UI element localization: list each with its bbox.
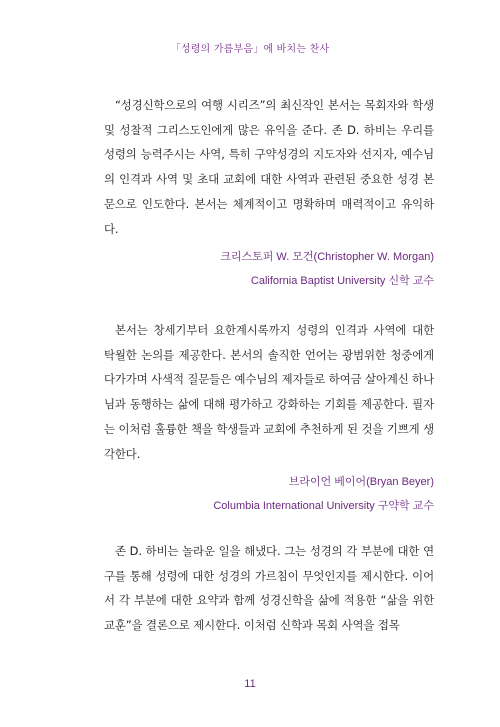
endorsement-text: “성경신학으로의 여행 시리즈”의 최신작인 본서는 목회자와 학생 및 성찰적 그리스도인에게 많은 유익을 준다. 존 D. 하비는 우리를 성령의 능력주시는 사역, 특히 구약성경의 지도자와 선지자, 예수님의 인격과 사역 및 초대 교회에 대한 사역과 관련된 중요한 성경 본문으로 인도한다. 본서는 체계적이고 명확하며 매력적이고 유익하다. [104, 98, 434, 236]
endorsement-author: 브라이언 베이어(Bryan Beyer) [288, 476, 434, 489]
endorsement-affiliation: California Baptist University 신학 교수 [250, 275, 434, 288]
endorsement-2 [104, 318, 434, 518]
endorsement-author: 크리스토퍼 W. 모건(Christopher W. Morgan) [220, 251, 434, 264]
endorsement-text: 존 D. 하비는 놀라운 일을 해냈다. 그는 성경의 각 부분에 대한 연구를 통해 성령에 대한 성경의 가르침이 무엇인지를 제시한다. 이어서 각 부분에 대한 요약과 함께 성경신학을 삶에 적용한 “삶을 위한 교훈”을 결론으로 제시한다. 이처럼 신학과 목회 사역을 접목 [104, 544, 434, 633]
endorsement-1 [104, 93, 434, 293]
page-number: 11 [244, 678, 256, 690]
endorsement-3 [104, 539, 434, 638]
endorsement-affiliation: Columbia International University 구약학 교수 [213, 500, 434, 513]
running-header: 「성령의 가름부음」에 바치는 찬사 [170, 44, 330, 55]
endorsement-text: 본서는 창세기부터 요한계시록까지 성령의 인격과 사역에 대한 탁월한 논의를 제공한다. 본서의 솔직한 언어는 광범위한 청중에게 다가가며 사색적 질문들은 예수님의 제자들로 하여금 살아계신 하나님과 동행하는 삶에 대해 평가하고 강화하는 기회를 제공한다. 필자는 이처럼 훌륭한 책을 학생들과 교회에 추천하게 된 것을 기쁘게 생각한다. [104, 323, 434, 461]
